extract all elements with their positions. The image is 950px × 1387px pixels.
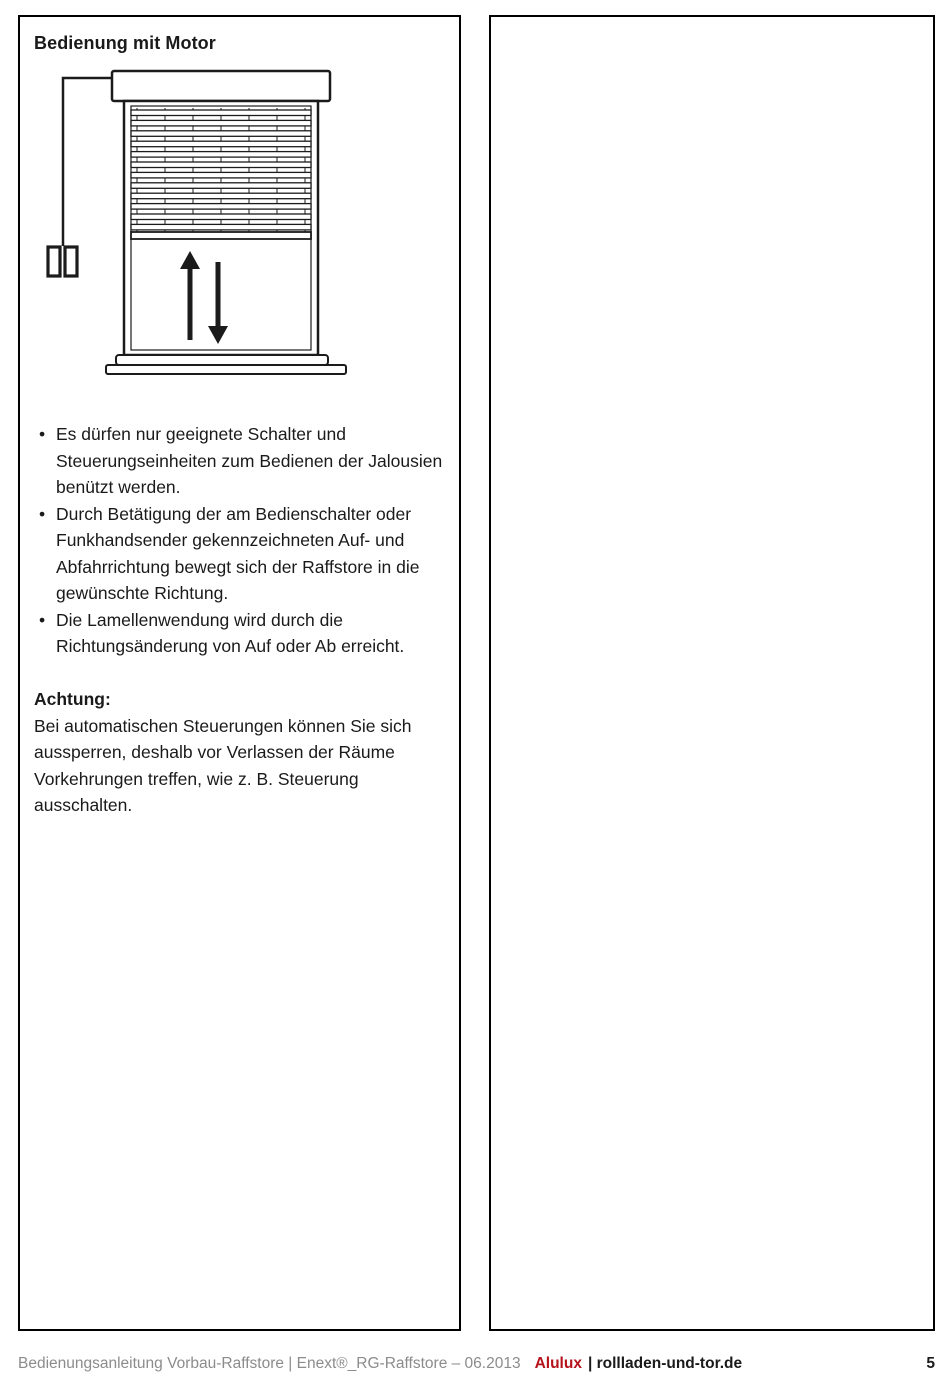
instruction-bullet: • Es dürfen nur geeignete Schalter und Steuerungseinheiten zum Bedienen der Jalousien benützt werden. xyxy=(34,421,452,501)
window-sill xyxy=(106,355,346,374)
blind-bottom-rail xyxy=(131,232,311,239)
instruction-bullet: • Die Lamellenwendung wird durch die Richtungsänderung von Auf oder Ab erreicht. xyxy=(34,607,452,660)
instruction-bullet: • Durch Betätigung der am Bedienschalter oder Funkhandsender gekennzeichneten Auf- und Abfahrrichtung bewegt sich der Raffstore in die gewünschte Richtung. xyxy=(34,501,452,607)
footer-doc-info: Bedienungsanleitung Vorbau-Raffstore | Enext®_RG-Raffstore – 06.2013 xyxy=(18,1355,521,1372)
footer-site-domain: | rollladen-und-tor.de xyxy=(587,1355,743,1372)
switch-cable-line xyxy=(63,78,112,246)
footer xyxy=(18,1355,935,1373)
motor-blind-diagram xyxy=(38,66,358,393)
footer-brand-alulux: Alulux xyxy=(534,1355,582,1372)
footer-page-number: 5 xyxy=(926,1355,935,1372)
motor-blind-diagram-svg xyxy=(38,66,356,388)
attention-paragraph: Bei automatischen Steuerungen können Sie sich aussperren, deshalb vor Verlassen der Räume Vorkehrungen treffen, wie z. B. Steuerung ausschalten. xyxy=(34,715,412,815)
instruction-list-section xyxy=(34,421,452,660)
attention-heading: Achtung: xyxy=(34,688,111,709)
attention-block xyxy=(34,686,443,819)
wall-switch-icon xyxy=(48,247,77,276)
section-heading: Bedienung mit Motor xyxy=(34,33,216,53)
left-content-box xyxy=(18,15,461,1331)
instruction-bullet-list xyxy=(34,421,452,660)
right-content-box-empty xyxy=(489,15,935,1331)
head-rail xyxy=(112,71,330,101)
